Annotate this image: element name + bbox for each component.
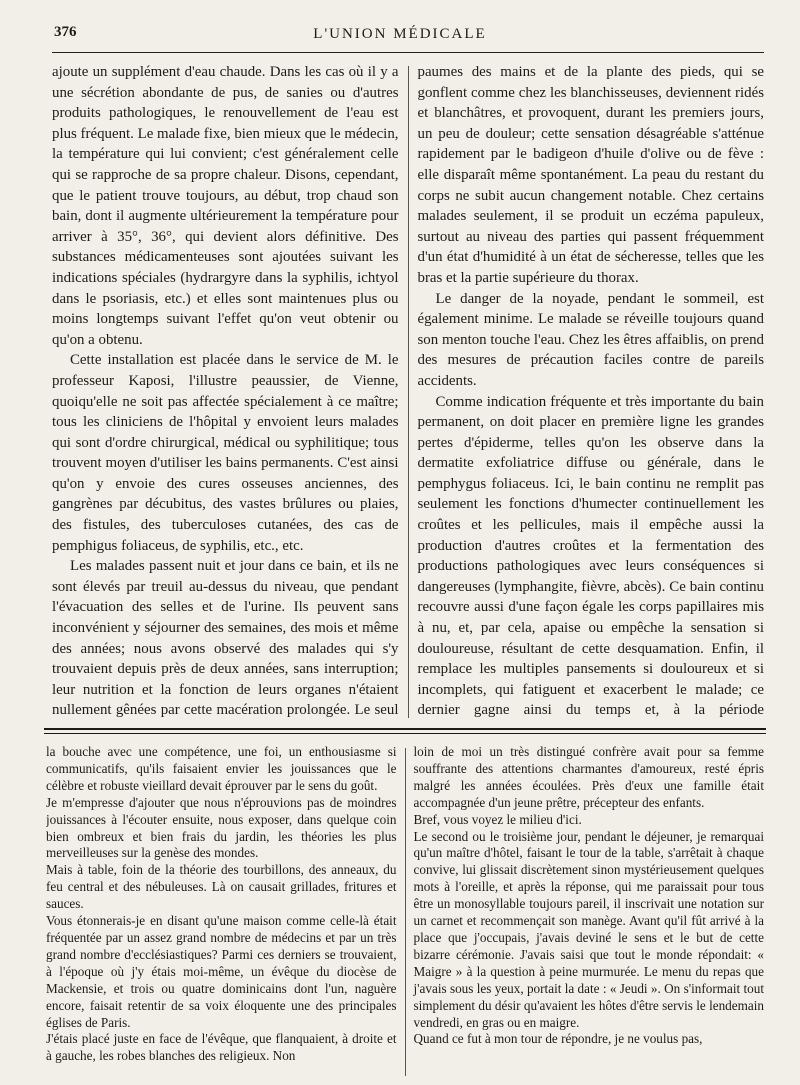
feuilleton-column-left: [46, 744, 405, 1080]
paragraph: Quand ce fut à mon tour de répondre, je ne voulus pas,: [413, 1031, 703, 1047]
paragraph: la bouche avec une compétence, une foi, un enthousiasme si communicatifs, qu'ils faisaient envier les jouissances que le célèbre et robuste vieillard devait éprouver par le sens du goût.: [46, 744, 397, 793]
paragraph: Mais à table, foin de la théorie des tourbillons, des anneaux, du feu central et des nébuleuses. Là on causait grillades, fritures et sauces.: [46, 862, 397, 912]
paragraph: Le second ou le troisième jour, pendant le déjeuner, je remarquai qu'un maître d'hôtel, faisant le tour de la table, s'arrêtait à chaque convive, lui glissait discrètement sinon mystérieusement quelques mots à l'oreille, et après la réponse, qui me paraissait pour tous être un monosyllable toujours pareil, il inscrivait une notation sur un carnet et recommençait son manège. Avant qu'il fût arrivé à la place que j'occupais, j'avais deviné le sens et le but de cette bizarre cérémonie. J'avais saisi que tout le monde répondait: « Maigre » à la question à peine murmurée. Le menu du repas que j'avais sous les yeux, portait la date : « Jeudi ». On s'informait tout simplement du désir qu'avaient les hôtes d'être servis le lendemain vendredi, en gras ou en maigre.: [413, 828, 764, 1030]
feuilleton-rule: [44, 728, 766, 730]
paragraph: Comme indication fréquente et très importante du bain permanent, on doit placer en première ligne les grandes pertes d'épiderme, telles qu'on les observe dans la dermatite exfoliatrice diffuse ou générale, dans le pemphygus foliaceus. Ici, le bain continu ne remplit pas seulement les fonctions d'humecter continuellement les croûtes et les pellicules, mais il empêche aussi la production d'autres croûtes et la fermentation des productions pathologiques avec leurs conséquences si dangereuses (lymphangite, fièvre, abcès). Ce bain continu recouvre aussi d'une façon égale les corps papillaires mis à nu, et, par cela, apaise ou empêche la sensation si douloureuse, résultant de cette desquamation. Enfin, il remplace les multiples pansements si douloureux et si incomplets, qui fatiguent et exacerbent le malade; ce dernier gagne ainsi du temps et, à la période: [417, 393, 764, 719]
running-title: L'UNION MÉDICALE: [313, 25, 487, 42]
feuilleton-body: [46, 744, 764, 1080]
article-column-left: [52, 62, 408, 722]
paragraph: paumes des mains et de la plante des pieds, qui se gonflent comme chez les blanchisseuses, deviennent ridés et blanchâtres, et provoquent, durant les premiers jours, un peu de douleur; cette sensation désagréable s'atténue rapidement par le badigeon d'huile d'olive ou de fève : elle disparaît même spontanément. La peau du restant du corps ne subit aucun changement notable. Chez certains malades seulement, il se produit un eczéma papuleux, surtout au niveau des parties qui passent fréquemment d'un état d'humidité à un état de sécheresse, telles que les bras et la partie supérieure du thorax.: [417, 64, 764, 286]
page-number: 376: [54, 24, 77, 40]
page-header: [42, 22, 758, 46]
paragraph: loin de moi un très distingué confrère avait pour sa femme souffrante des attentions charmantes d'amoureux, resté épris malgré les années écoulées. Près d'eux une famille était accompagnée d'un jeune prêtre, précepteur des enfants.: [413, 744, 764, 810]
paragraph: Vous étonnerais-je en disant qu'une maison comme celle-là était fréquentée par un assez grand nombre de médecins et par un très grand nombre d'ecclésiastiques? Parmi ces derniers se trouvaient, à l'époque où j'y étais moi-même, un évêque du diocèse de Mackensie, et trois ou quatre dominicains dont l'un, naguère encore, faisait retentir de sa voix éloquente une des principales églises de Paris.: [46, 913, 397, 1030]
feuilleton-column-right: [406, 744, 765, 1080]
paragraph: Cette installation est placée dans le service de M. le professeur Kaposi, l'illustre peaussier, de Vienne, quoiqu'elle ne soit pas affectée spécialement à ce maître; tous les cliniciens de l'hôpital y envoient leurs malades qui sont d'ordre chirurgical, médical ou syphilitique; tous trouvent moyen d'utiliser les bains permanents. C'est ainsi qu'on y envoie des cures osseuses anciennes, des gangrènes par décubitus, des vastes brûlures ou plaies, des fistules, des tuberculoses cutanées, des cas de pemphigus foliaceus, de syphilis, etc., etc.: [52, 352, 399, 554]
paragraph: Le danger de la noyade, pendant le sommeil, est également minime. Le malade se réveille toujours quand son menton touche l'eau. Chez les êtres affaiblis, on prend des mesures de précaution faciles contre de pareils accidents.: [417, 290, 764, 389]
article-body: [52, 62, 764, 722]
paragraph: Je m'empresse d'ajouter que nous n'éprouvions pas de moindres jouissances à l'écouter ensuite, nous exposer, dans quelque coin bien ombreux et bien frais du jardin, les théories les plus merveilleuses sur la genèse des mondes.: [46, 794, 397, 861]
paragraph: J'étais placé juste en face de l'évêque, que flanquaient, à droite et à gauche, les robes blanches des religieux. Non: [46, 1031, 397, 1064]
paragraph: Bref, vous voyez le milieu d'ici.: [413, 811, 582, 827]
paragraph: Les malades passent nuit et jour dans ce bain, et ils ne sont élevés par treuil au-dessus du niveau, que pendant l'évacuation des selles et de l'urine. Ils peuvent sans inconvénient y séjourner des semaines, des mois et même des années; nous avons observé des malades qui s'y trouvaient depuis près de deux années, sans interruption; leur nutrition et la fonction de leurs organes n'étaient nullement gênées par cette macération prolongée. Le seul: [52, 558, 399, 719]
paragraph: ajoute un supplément d'eau chaude. Dans les cas où il y a une sécrétion abondante de pus, de sanies ou d'autres produits pathologiques, le renouvellement de l'eau est plus fréquent. Le malade fixe, bien mieux que le médecin, la température qui lui convient; c'est généralement celle qui se rapproche de sa propre chaleur. Disons, cependant, que le patient trouve toujours, au début, trop chaud son bain, dont il augmente ultérieurement la température pour arriver à 35°, 36°, qui devient alors définitive. Des substances médicamenteuses sont ajoutées suivant les indications spéciales (hydrargyre dans la syphilis, ichtyol dans le psoriasis, etc.) et elles sont maintenues plus ou moins longtemps suivant l'effet qu'on veut obtenir ou qu'on a obtenu.: [52, 64, 399, 348]
article-column-right: [409, 62, 765, 722]
feuilleton-rule-thin: [44, 733, 766, 734]
header-rule: [52, 52, 764, 53]
